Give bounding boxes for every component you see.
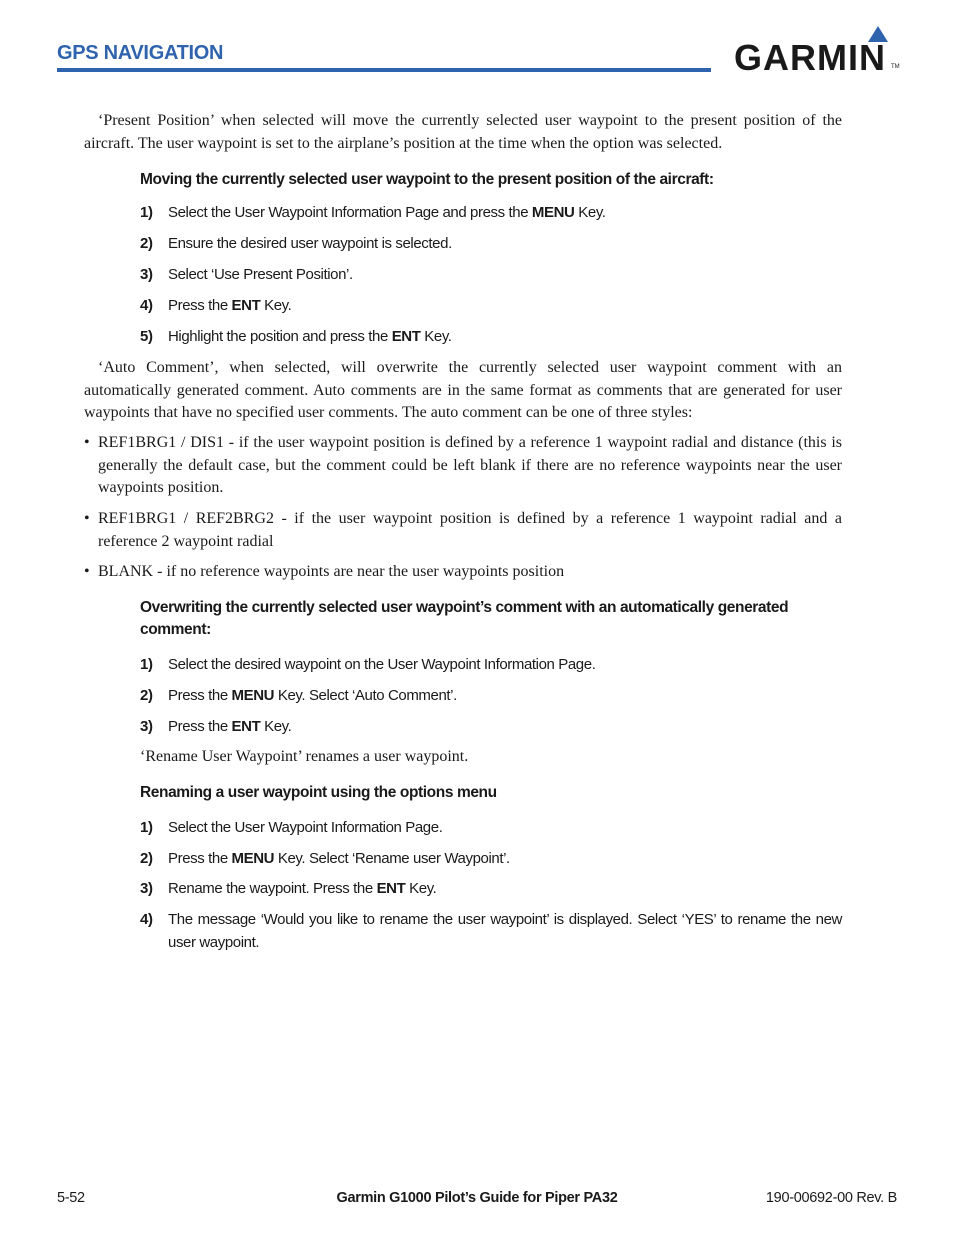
step-number: 2) (140, 235, 153, 252)
step-text: Select the desired waypoint on the User Waypoint Information Page. (168, 656, 596, 673)
bullet-text: REF1BRG1 / REF2BRG2 - if the user waypoint position is defined by a reference 1 waypoint radial and a reference 2 waypoint radial (98, 510, 842, 550)
step-text: Highlight the position and press the ENT Key. (168, 328, 452, 345)
guide-title: Garmin G1000 Pilot’s Guide for Piper PA32 (336, 1190, 618, 1206)
intro-paragraph: ‘Present Position’ when selected will move the currently selected user waypoint to the present position of the aircraft. The user waypoint is set to the airplane’s position at the time when the option was selected. (84, 112, 842, 152)
step-text: Select the User Waypoint Information Page. (168, 819, 443, 836)
document-number: 190-00692-00 Rev. B (765, 1190, 897, 1206)
garmin-logo (734, 26, 900, 76)
key-name: MENU (231, 850, 275, 867)
bullet-dot: • (84, 510, 90, 527)
bullet-dot: • (84, 563, 90, 580)
bullet-item (84, 432, 842, 500)
procedure-step (140, 653, 842, 676)
step-number: 3) (140, 880, 153, 897)
step-number: 4) (140, 911, 153, 928)
step-text: Press the ENT Key. (168, 718, 292, 735)
procedure-title: Overwriting the currently selected user waypoint’s comment with an automatically generated comment: (140, 599, 789, 638)
procedure-step (140, 816, 842, 839)
key-name: ENT (391, 328, 421, 345)
step-text: Select ‘Use Present Position’. (168, 266, 353, 283)
logo-trademark: TM (891, 64, 900, 70)
step-text: Rename the waypoint. Press the ENT Key. (168, 880, 437, 897)
procedure-step (140, 325, 842, 348)
section-title: GPS NAVIGATION (57, 42, 224, 64)
step-number: 4) (140, 297, 153, 314)
auto-comment-paragraph: ‘Auto Comment’, when selected, will overwrite the currently selected user waypoint comment with an automatically generated comment. Auto comments are in the same format as comments that are generated for user waypoints that have no specified user comments. The auto comment can be one of three styles: (84, 359, 842, 421)
step-number: 1) (140, 819, 153, 836)
rename-paragraph: ‘Rename User Waypoint’ renames a user waypoint. (140, 748, 469, 765)
procedure-step (140, 684, 842, 707)
bullet-item (84, 561, 842, 584)
step-number: 2) (140, 850, 153, 867)
step-number: 3) (140, 718, 153, 735)
step-number: 1) (140, 656, 153, 673)
key-name: MENU (531, 204, 575, 221)
procedure-step (140, 263, 842, 286)
bullet-text: BLANK - if no reference waypoints are near the user waypoints position (98, 563, 565, 580)
page-number: 5-52 (57, 1190, 85, 1206)
key-name: ENT (376, 880, 406, 897)
procedure-step (140, 877, 842, 900)
step-text: Ensure the desired user waypoint is selected. (168, 235, 452, 252)
procedure-step (140, 847, 842, 870)
step-number: 1) (140, 204, 153, 221)
step-text: Press the ENT Key. (168, 297, 292, 314)
procedure-step (140, 201, 842, 224)
logo-text: GARMIN (734, 37, 886, 78)
procedure-step (140, 232, 842, 255)
step-text: Press the MENU Key. Select ‘Auto Comment’. (168, 687, 457, 704)
bullet-dot: • (84, 434, 90, 451)
procedure-title: Moving the currently selected user waypoint to the present position of the aircraft: (140, 171, 714, 188)
step-text: Select the User Waypoint Information Page and press the MENU Key. (168, 204, 606, 221)
key-name: MENU (231, 687, 275, 704)
bullet-item (84, 508, 842, 553)
procedure-step (140, 908, 842, 954)
procedure-step (140, 294, 842, 317)
key-name: ENT (231, 297, 261, 314)
step-text: Press the MENU Key. Select ‘Rename user Waypoint’. (168, 850, 510, 867)
procedure-step (140, 715, 842, 738)
step-text: The message ‘Would you like to rename the user waypoint’ is displayed. Select ‘YES’ to rename the new user waypoint. (168, 911, 842, 951)
step-number: 5) (140, 328, 153, 345)
step-number: 3) (140, 266, 153, 283)
bullet-text: REF1BRG1 / DIS1 - if the user waypoint position is defined by a reference 1 waypoint radial and distance (this is generally the default case, but the comment could be left blank if there are no reference waypoints near the user waypoints position. (98, 434, 842, 496)
procedure-title: Renaming a user waypoint using the options menu (140, 784, 497, 801)
step-number: 2) (140, 687, 153, 704)
header-rule (57, 68, 711, 72)
key-name: ENT (231, 718, 261, 735)
